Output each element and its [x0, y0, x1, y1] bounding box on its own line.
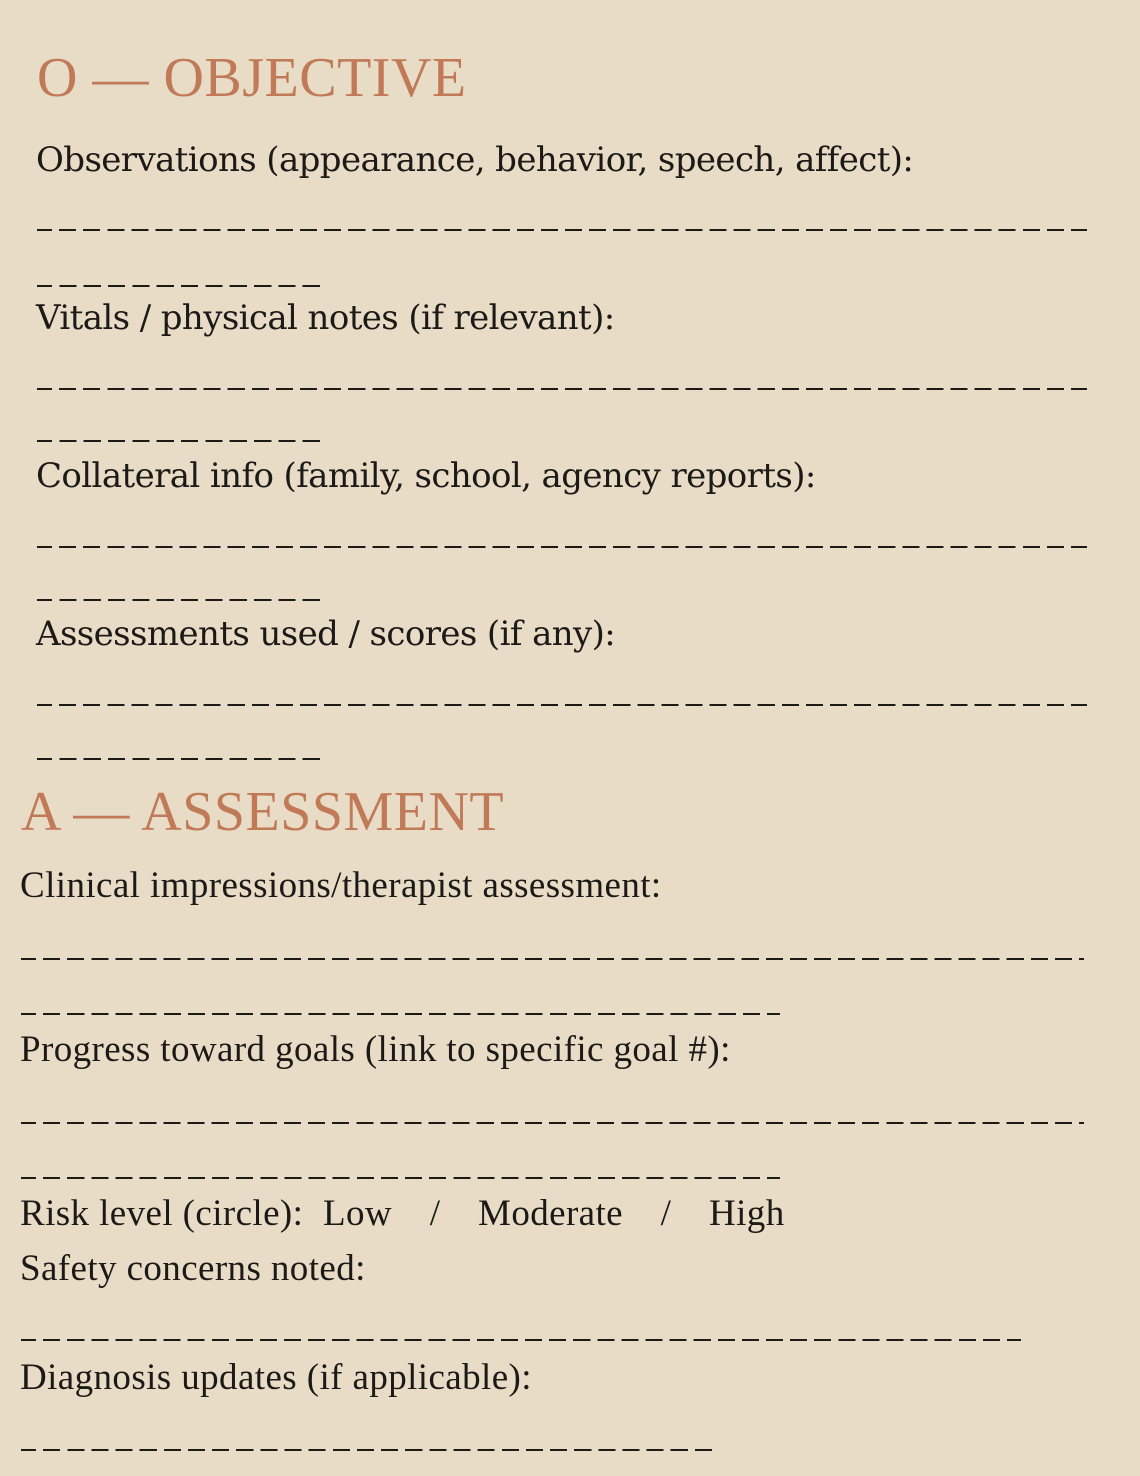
diagnosis-updates-label: Diagnosis updates (if applicable):: [20, 1357, 532, 1398]
progress-label: Progress toward goals (link to specific goal #):: [20, 1029, 731, 1070]
clinical-impressions-blank-line-2[interactable]: [21, 1013, 780, 1015]
risk-separator: /: [660, 1193, 672, 1234]
progress-blank-line-2[interactable]: [21, 1177, 780, 1179]
risk-option-high[interactable]: High: [709, 1193, 785, 1234]
assessments-used-blank-line-1[interactable]: [37, 704, 1087, 706]
safety-concerns-blank-line[interactable]: [21, 1339, 1021, 1341]
collateral-blank-line-2[interactable]: [37, 599, 325, 601]
clinical-impressions-label: Clinical impressions/therapist assessment:: [20, 865, 662, 906]
observations-label: Observations (appearance, behavior, speech, affect):: [36, 140, 914, 180]
collateral-label: Collateral info (family, school, agency reports):: [36, 456, 816, 496]
assessments-used-blank-line-2[interactable]: [37, 758, 325, 760]
assessment-heading: A — ASSESSMENT: [21, 781, 505, 843]
risk-separator: /: [429, 1193, 441, 1234]
safety-concerns-label: Safety concerns noted:: [20, 1248, 366, 1289]
assessments-used-label: Assessments used / scores (if any):: [36, 614, 616, 654]
diagnosis-updates-blank-line[interactable]: [21, 1449, 718, 1451]
risk-level-label: Risk level (circle):: [20, 1193, 304, 1234]
objective-heading: O — OBJECTIVE: [37, 47, 467, 109]
collateral-blank-line-1[interactable]: [37, 546, 1087, 548]
risk-option-low[interactable]: Low: [323, 1193, 393, 1234]
progress-blank-line-1[interactable]: [21, 1122, 1084, 1124]
vitals-blank-line-2[interactable]: [37, 440, 325, 442]
observations-blank-line-2[interactable]: [37, 285, 325, 287]
vitals-blank-line-1[interactable]: [37, 388, 1087, 390]
vitals-label: Vitals / physical notes (if relevant):: [36, 298, 615, 338]
risk-option-moderate[interactable]: Moderate: [478, 1193, 623, 1234]
clinical-impressions-blank-line-1[interactable]: [21, 958, 1084, 960]
observations-blank-line-1[interactable]: [37, 229, 1087, 231]
risk-level-row: [20, 1195, 785, 1232]
